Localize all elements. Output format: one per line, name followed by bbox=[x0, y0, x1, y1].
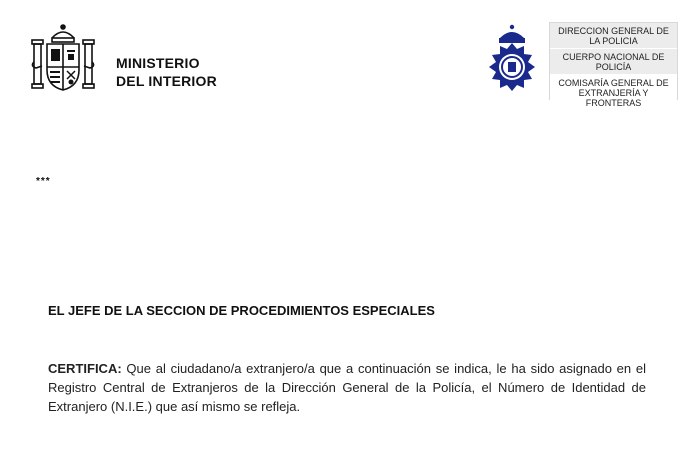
police-badge-icon bbox=[484, 24, 540, 92]
police-box-line-3: COMISARÍA GENERAL DE EXTRANJERÍA Y FRONTERAS bbox=[550, 75, 677, 110]
certification-paragraph bbox=[48, 359, 646, 416]
certifica-text: Que al ciudadano/a extranjero/a que a continuación se indica, le ha sido asignado en el Registro Central de Extranjeros de la Dirección General de la Policía, el Número de Identidad de Extranjero (N.I.E.) que así mismo se refleja. bbox=[48, 361, 646, 414]
ministry-line-1: MINISTERIO bbox=[116, 55, 200, 71]
document-heading: EL JEFE DE LA SECCION DE PROCEDIMIENTOS ESPECIALES bbox=[48, 303, 435, 318]
marker-asterisks: *** bbox=[36, 176, 51, 187]
certifica-label: CERTIFICA: bbox=[48, 361, 122, 376]
coat-of-arms-icon bbox=[30, 22, 96, 94]
police-box-line-1: DIRECCION GENERAL DE LA POLICIA bbox=[550, 23, 677, 49]
ministry-title bbox=[116, 54, 217, 90]
police-box-line-2: CUERPO NACIONAL DE POLICÍA bbox=[550, 49, 677, 75]
police-department-box bbox=[549, 22, 678, 108]
ministry-line-2: DEL INTERIOR bbox=[116, 73, 217, 89]
